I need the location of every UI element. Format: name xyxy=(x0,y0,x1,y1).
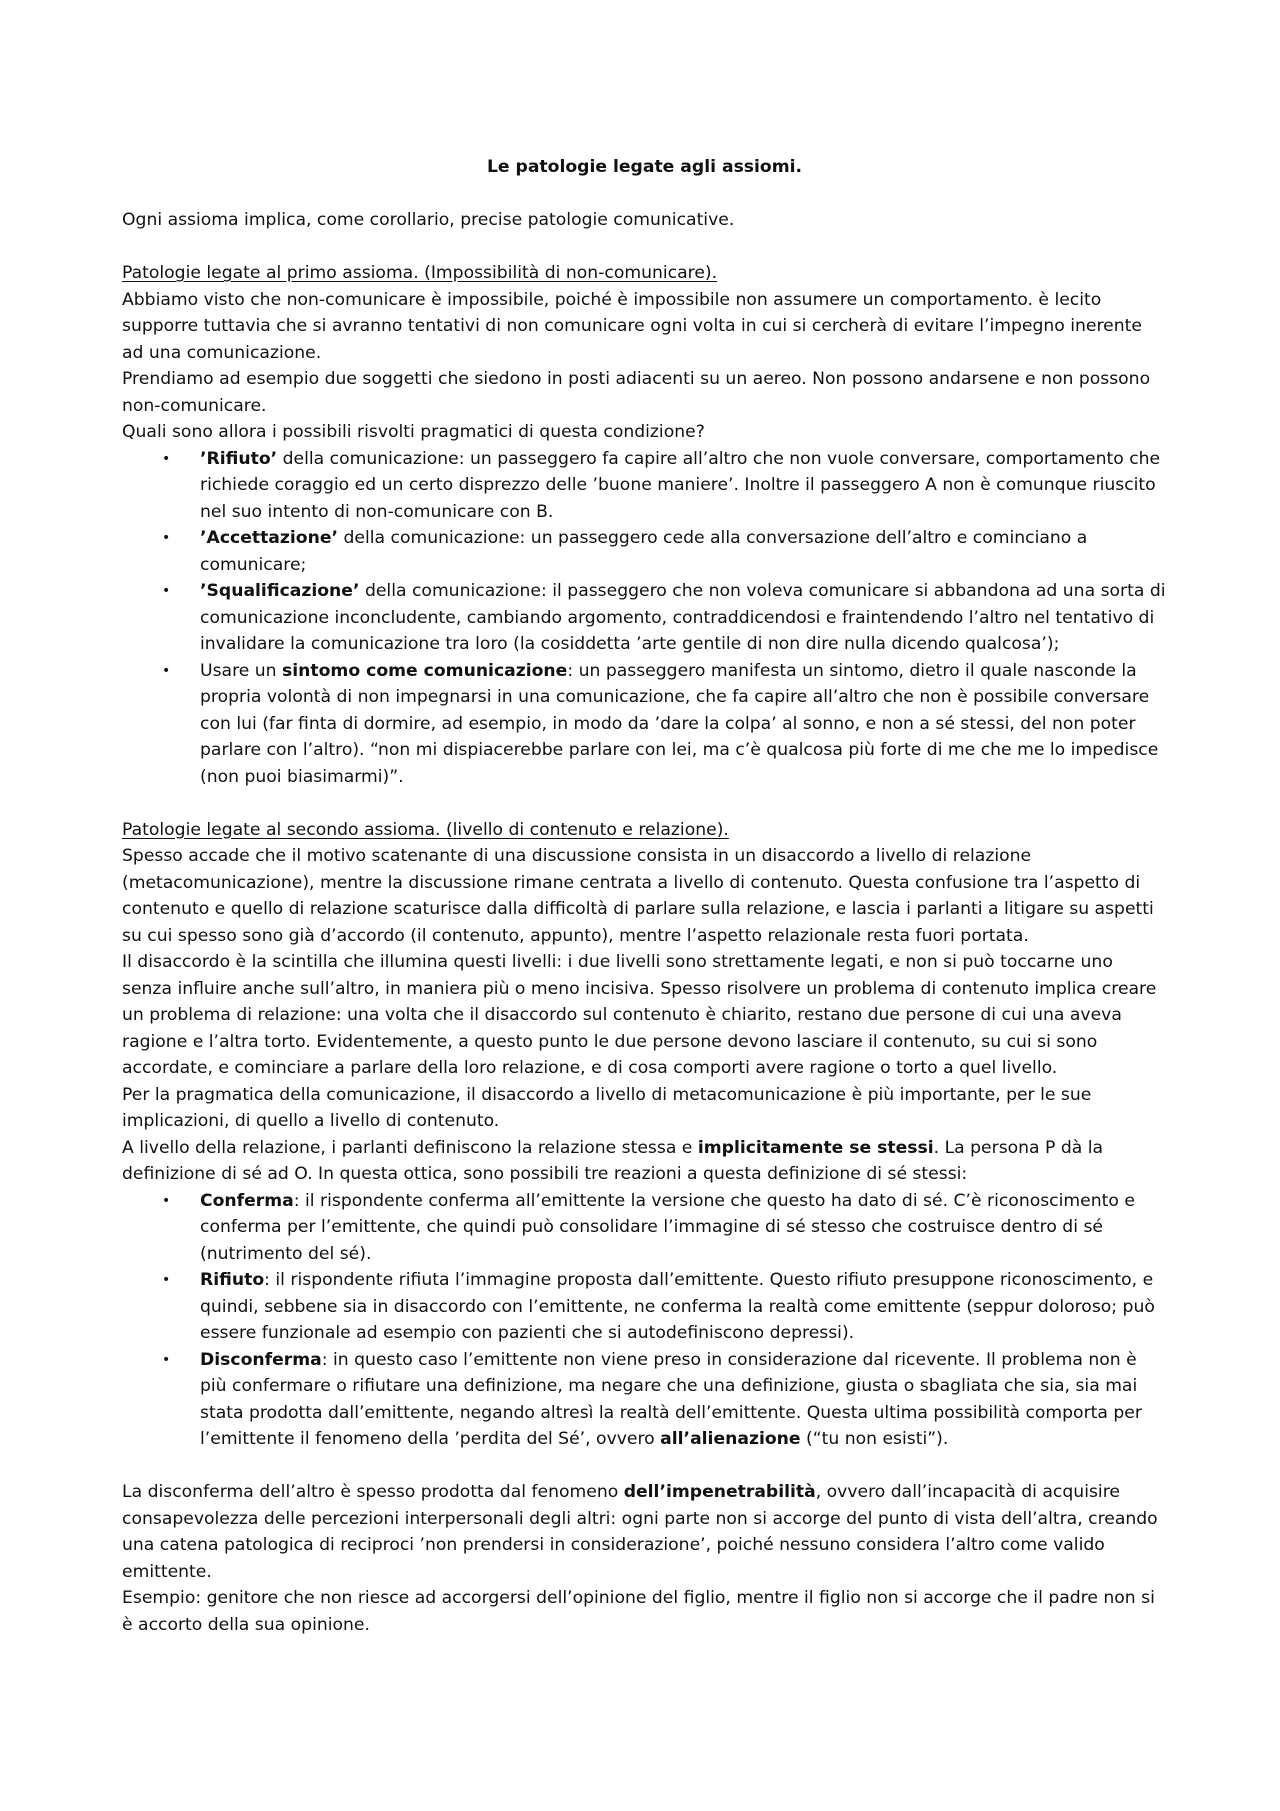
bullet-icon: • xyxy=(162,530,171,546)
section1-paragraph-2: Prendiamo ad esempio due soggetti che siedono in posti adiacenti su un aereo. Non possono andarsene e non possono non-comunicare. xyxy=(122,369,1151,416)
list-item: • ’Squalificazione’ della comunicazione: il passeggero che non voleva comunicare si abbandona ad una sorta di comunicazione inconcludente, cambiando argomento, contraddicendosi e fraintendendo l’altro nel tentativo di invalidare la comunicazione tra loro (la cosiddetta ’arte gentile di non dire nulla dicendo qualcosa’); xyxy=(122,578,1167,658)
bullet-icon: • xyxy=(162,583,171,599)
section1-bullet-list xyxy=(122,446,1167,791)
list-item: • ’Accettazione’ della comunicazione: un passeggero cede alla conversazione dell’altro e cominciano a comunicare; xyxy=(122,525,1167,578)
list-item: • Rifiuto: il rispondente rifiuta l’immagine proposta dall’emittente. Questo rifiuto presuppone riconoscimento, e quindi, sebbene sia in disaccordo con l’emittente, ne conferma la realtà come emittente (seppur doloroso; può essere funzionale ad esempio con pazienti che si autodefiniscono depressi). xyxy=(122,1267,1167,1347)
section2-heading: Patologie legate al secondo assioma. (livello di contenuto e relazione). xyxy=(122,819,729,840)
section1-heading: Patologie legate al primo assioma. (Impossibilità di non-comunicare). xyxy=(122,263,718,283)
document-body xyxy=(122,154,1167,1638)
bullet-icon: • xyxy=(162,662,171,679)
section2-bullet-list xyxy=(122,1188,1167,1453)
bullet-icon: • xyxy=(162,450,171,467)
bullet-icon: • xyxy=(162,1272,171,1288)
closing-paragraph-2: Esempio: genitore che non riesce ad accorgersi dell’opinione del figlio, mentre il figlio non si accorge che il padre non si è accorto della sua opinione. xyxy=(122,1588,1155,1635)
section2-paragraph-4: A livello della relazione, i parlanti definiscono la relazione stessa e implicitamente se stessi. La persona P dà la definizione di sé ad O. In questa ottica, sono possibili tre reazioni a questa definizione di sé stessi: xyxy=(122,1137,1104,1184)
list-item: • Conferma: il rispondente conferma all’emittente la versione che questo ha dato di sé. C’è riconoscimento e conferma per l’emittente, che quindi può consolidare l’immagine di sé stesso che costruisce dentro di sé (nutrimento del sé). xyxy=(122,1188,1167,1268)
list-item: • ’Rifiuto’ della comunicazione: un passeggero fa capire all’altro che non vuole conversare, comportamento che richiede coraggio ed un certo disprezzo delle ’buone maniere’. Inoltre il passeggero A non è comunque riuscito nel suo intento di non-comunicare con B. xyxy=(122,446,1167,526)
section1-paragraph-1: Abbiamo visto che non-comunicare è impossibile, poiché è impossibile non assumere un comportamento. è lecito supporre tuttavia che si avranno tentativi di non comunicare ogni volta in cui si cercherà di evitare l’impegno inerente ad una comunicazione. xyxy=(122,289,1142,363)
list-item: • Disconferma: in questo caso l’emittente non viene preso in considerazione dal ricevente. Il problema non è più confermare o rifiutare una definizione, ma negare che una definizione, giusta o sbagliata che sia, sia mai stata prodotta dall’emittente, negando altresì la realtà dell’emittente. Questa ultima possibilità comporta per l’emittente il fenomeno della ’perdita del Sé’, ovvero all’alienazione (“tu non esisti”). xyxy=(122,1347,1167,1453)
bullet-icon: • xyxy=(162,1351,171,1368)
document-title: Le patologie legate agli assiomi. xyxy=(486,157,803,177)
list-item: • Usare un sintomo come comunicazione: un passeggero manifesta un sintomo, dietro il quale nasconde la propria volontà di non impegnarsi in una comunicazione, che fa capire all’altro che non è possibile conversare con lui (far finta di dormire, ad esempio, in modo da ’dare la colpa’ al sonno, e non a sé stessi, del non poter parlare con l’altro). “non mi dispiacerebbe parlare con lei, ma c’è qualcosa più forte di me che me lo impedisce (non puoi biasimarmi)”. xyxy=(122,658,1167,791)
intro-paragraph: Ogni assioma implica, come corollario, precise patologie comunicative. xyxy=(122,210,735,230)
section2-paragraph-2: Il disaccordo è la scintilla che illumina questi livelli: i due livelli sono strettamente legati, e non si può toccarne uno senza influire anche sull’altro, in maniera più o meno incisiva. Spesso risolvere un problema di contenuto implica creare un problema di relazione: una volta che il disaccordo sul contenuto è chiarito, restano due persone di cui una aveva ragione e l’altra torto. Evidentemente, a questo punto le due persone devono lasciare il contenuto, su cui si sono accordate, e cominciare a parlare della loro relazione, e di cosa comporti avere ragione o torto a quel livello. xyxy=(122,952,1157,1078)
section1-paragraph-3: Quali sono allora i possibili risvolti pragmatici di questa condizione? xyxy=(122,422,705,442)
section2-paragraph-1: Spesso accade che il motivo scatenante di una discussione consista in un disaccordo a livello di relazione (metacomunicazione), mentre la discussione rimane centrata a livello di contenuto. Questa confusione tra l’aspetto di contenuto e quello di relazione scaturisce dalla difficoltà di parlare sulla relazione, e lascia i parlanti a litigare su aspetti su cui spesso sono già d’accordo (il contenuto, appunto), mentre l’aspetto relazionale resta fuori portata. xyxy=(122,846,1154,946)
closing-paragraph-1: La disconferma dell’altro è spesso prodotta dal fenomeno dell’impenetrabilità, ovvero dall’incapacità di acquisire consapevolezza delle percezioni interpersonali degli altri: ogni parte non si accorge del punto di vista dell’altra, creando una catena patologica di reciproci ’non prendersi in considerazione’, poiché nessuno considera l’altro come valido emittente. xyxy=(122,1482,1158,1582)
bullet-icon: • xyxy=(162,1192,171,1209)
section2-paragraph-3: Per la pragmatica della comunicazione, il disaccordo a livello di metacomunicazione è più importante, per le sue implicazioni, di quello a livello di contenuto. xyxy=(122,1084,1092,1131)
